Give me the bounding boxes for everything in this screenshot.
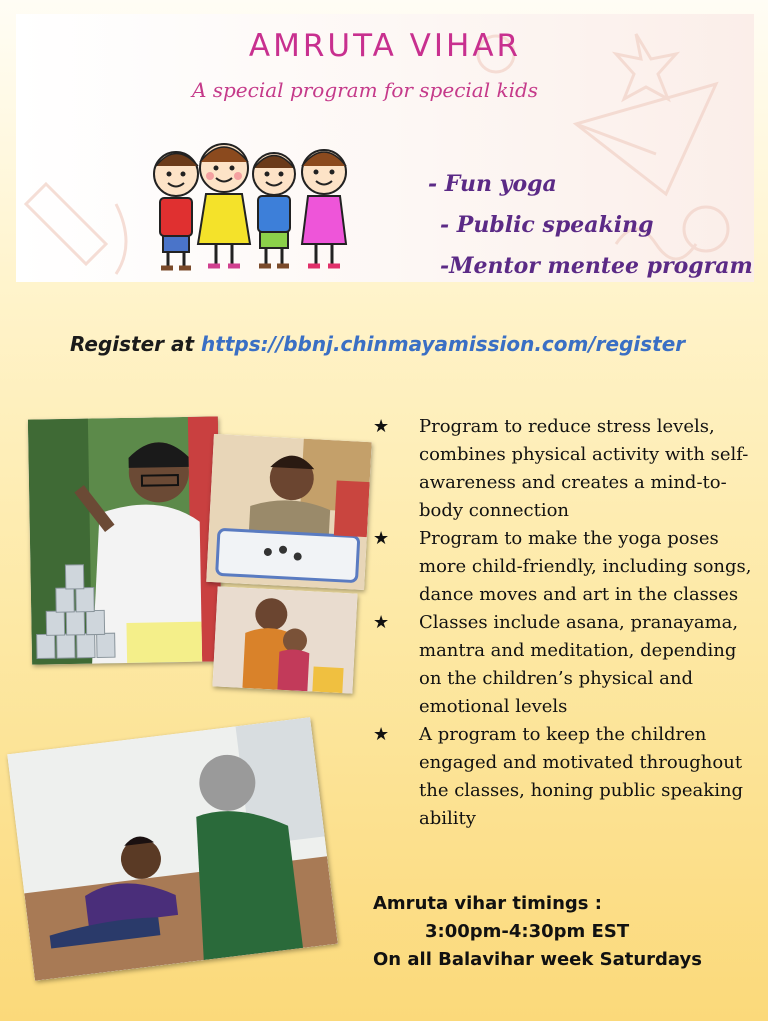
register-line xyxy=(70,332,685,356)
register-label: Register at xyxy=(70,332,195,356)
photo-child-yoga-with-teacher xyxy=(7,717,338,980)
list-item xyxy=(373,609,758,721)
program-description-list xyxy=(373,413,758,833)
program-subtitle: A special program for special kids xyxy=(191,78,539,102)
star-icon: ★ xyxy=(373,528,390,549)
list-item xyxy=(373,721,758,833)
star-icon: ★ xyxy=(373,416,390,437)
photo-girl-drawing xyxy=(206,434,372,590)
cartoon-kids-illustration xyxy=(146,142,366,277)
timings-days: On all Balavihar week Saturdays xyxy=(373,949,702,970)
photo-mother-and-child xyxy=(212,586,357,693)
timings-heading: Amruta vihar timings : xyxy=(373,893,602,914)
feature-list xyxy=(428,164,753,282)
feature-item: -Mentor mentee program xyxy=(440,253,753,279)
list-item-text: Program to reduce stress levels, combines physical activity with self-awareness and creates a mind-to-body connection xyxy=(419,416,749,521)
star-icon: ★ xyxy=(373,724,390,745)
list-item xyxy=(373,525,758,609)
photo-boy-stacking-cups xyxy=(28,416,222,664)
list-item-text: Classes include asana, pranayama, mantra and meditation, depending on the children’s physical and emotional levels xyxy=(419,612,739,717)
list-item-text: Program to make the yoga poses more child-friendly, including songs, dance moves and art in the classes xyxy=(419,528,752,605)
timings-time: 3:00pm-4:30pm EST xyxy=(425,921,630,942)
register-link[interactable]: https://bbnj.chinmayamission.com/register xyxy=(201,332,686,356)
list-item xyxy=(373,413,758,525)
feature-item: - Public speaking xyxy=(440,212,654,238)
feature-item: - Fun yoga xyxy=(428,171,557,197)
program-title: AMRUTA VIHAR xyxy=(248,28,522,64)
list-item-text: A program to keep the children engaged and motivated throughout the classes, honing public speaking ability xyxy=(419,724,744,829)
star-icon: ★ xyxy=(373,612,390,633)
header-banner xyxy=(16,14,754,282)
timings-block xyxy=(373,890,702,974)
